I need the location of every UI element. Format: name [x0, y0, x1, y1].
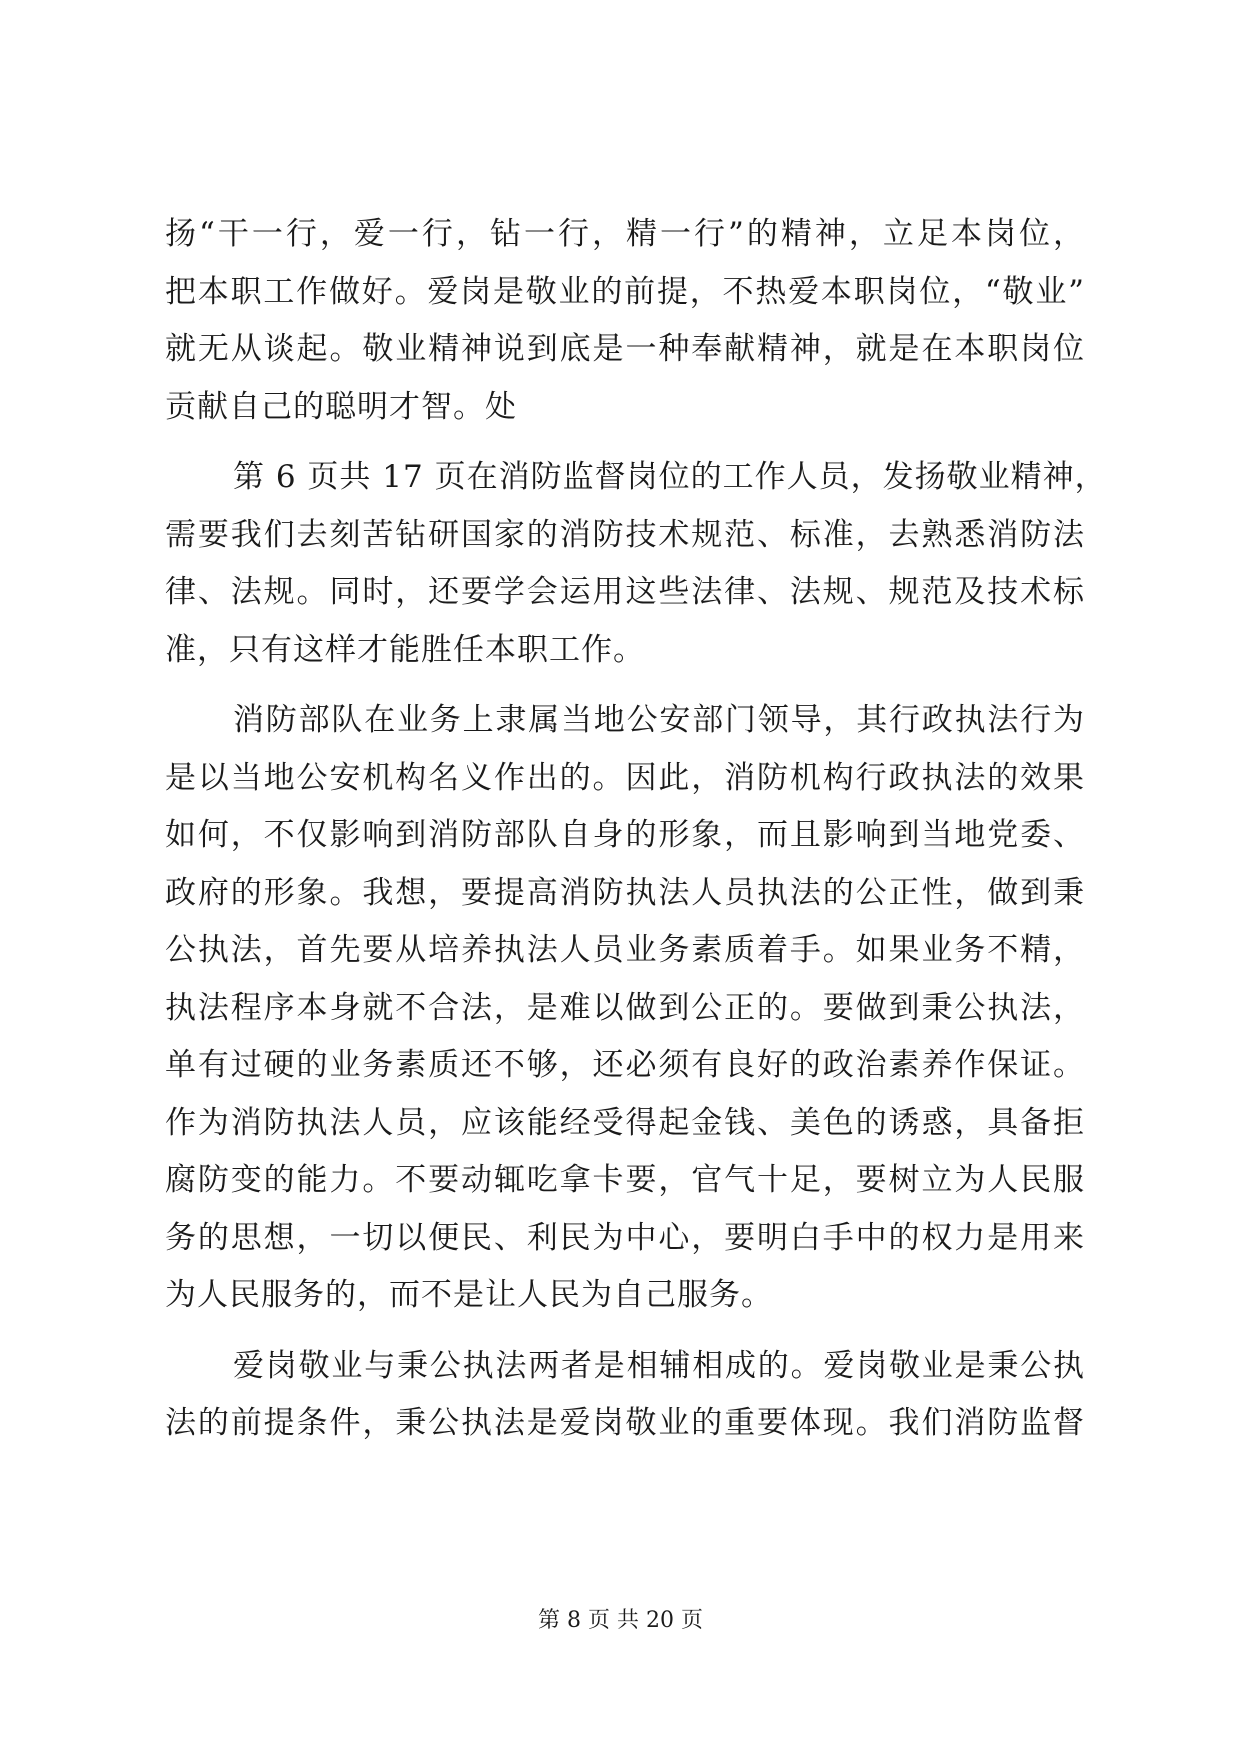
text-line: 准，只有这样才能胜任本职工作。	[165, 631, 645, 668]
text-line: 把本职工作做好。爱岗是敬业的前提，不热爱本职岗位，“敬业”	[165, 273, 1085, 310]
paragraph-1	[165, 206, 1085, 436]
text-line: 律、法规。同时，还要学会运用这些法律、法规、规范及技术标	[165, 574, 1085, 610]
paragraph-4	[165, 1338, 1085, 1453]
text-line: 法的前提条件，秉公执法是爱岗敬业的重要体现。我们消防监督	[165, 1405, 1085, 1441]
text-line: 务的思想，一切以便民、利民为中心，要明白手中的权力是用来	[165, 1219, 1085, 1256]
text-line: 公执法，首先要从培养执法人员业务素质着手。如果业务不精，	[165, 932, 1085, 968]
text-line: 爱岗敬业与秉公执法两者是相辅相成的。爱岗敬业是秉公执	[233, 1347, 1085, 1384]
page-number-label: 第 8 页 共 20 页	[538, 1608, 703, 1633]
text-line: 如何，不仅影响到消防部队自身的形象，而且影响到当地党委、	[165, 817, 1085, 853]
body-text	[165, 206, 1107, 1453]
text-line: 单有过硬的业务素质还不够，还必须有良好的政治素养作保证。	[165, 1047, 1085, 1083]
paragraph-3	[165, 692, 1085, 1325]
text-line: 就无从谈起。敬业精神说到底是一种奉献精神，就是在本职岗位	[165, 331, 1085, 367]
text-line: 作为消防执法人员，应该能经受得起金钱、美色的诱惑，具备拒	[165, 1104, 1085, 1141]
text-line: 执法程序本身就不合法，是难以做到公正的。要做到秉公执法，	[165, 989, 1085, 1026]
page-footer	[0, 1606, 1241, 1636]
text-line: 腐防变的能力。不要动辄吃拿卡要，官气十足，要树立为人民服	[165, 1162, 1085, 1198]
paragraph-2	[165, 449, 1107, 679]
text-line: 需要我们去刻苦钻研国家的消防技术规范、标准，去熟悉消防法	[165, 516, 1085, 553]
text-line: 消防部队在业务上隶属当地公安部门领导，其行政执法行为	[233, 702, 1085, 738]
text-line: 政府的形象。我想，要提高消防执法人员执法的公正性，做到秉	[165, 874, 1085, 911]
text-line: 第 6 页共 17 页在消防监督岗位的工作人员，发扬敬业精神，	[233, 459, 1107, 495]
text-line: 为人民服务的，而不是让人民为自己服务。	[165, 1277, 773, 1313]
text-line: 贡献自己的聪明才智。处	[165, 388, 517, 425]
text-line: 扬“干一行，爱一行，钻一行，精一行”的精神，立足本岗位，	[165, 216, 1085, 252]
text-line: 是以当地公安机构名义作出的。因此，消防机构行政执法的效果	[165, 759, 1085, 796]
